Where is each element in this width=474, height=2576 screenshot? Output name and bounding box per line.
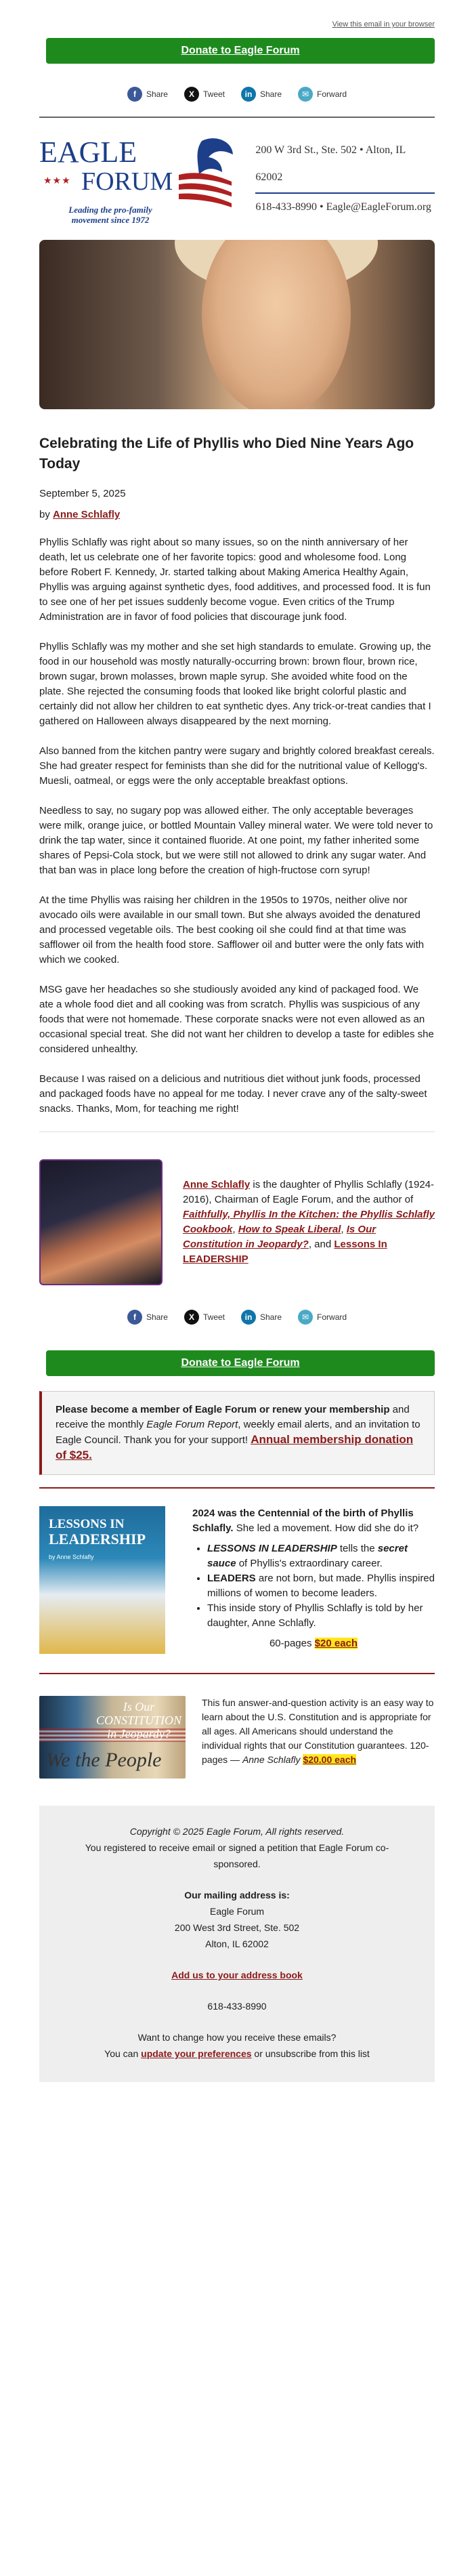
footer-reason: You registered to receive email or signed a petition that Eagle Forum co-sponsored.	[85, 1842, 389, 1869]
facebook-icon: f	[127, 1310, 142, 1325]
share-label: Share	[260, 1312, 282, 1322]
article-paragraph: Phyllis Schlafly was my mother and she set high standards to emulate. Growing up, the food in our household was mostly naturally-occurring brown: brown flour, brown rice, brown sugar, brown molasses, brown maple syrup. She avoided white food on the plate. She rejected the consuming foods that looked like bright colorful plastic and certainly did not allow her children to eat synthetic dyes. Any trick-or-treat candies that I gathered on Halloween always disappeared by the next morning.	[39, 641, 431, 727]
article-paragraph: Phyllis Schlafly was right about so many issues, so on the ninth anniversary of her death, let us celebrate one of her favorite topics: good and wholesome food. Long before Robert F. Kennedy, Jr. started talking about Making America Healthy Again, Phyllis was arguing against synthetic dyes, food additives, and processed food. It is fun to see one of her pet issues suddenly become vogue. Even critics of the Trump Administration are in favor of food policies that discourage junk food.	[39, 537, 431, 623]
view-in-browser-link[interactable]: View this email in your browser	[332, 20, 435, 28]
article-paragraph: MSG gave her headaches so she studiously avoided any kind of packaged food. We ate a whole food diet and all cooking was from scratch. Phyllis was suspicious of any foods that were not homemade. These corporate snacks were not even allowed as an occasional special treat. She did not want her children to develop a taste for edibles she considered unhealthy.	[39, 984, 434, 1055]
masthead-phone-email: 618-433-8990 • Eagle@EagleForum.org	[255, 201, 431, 213]
membership-text: , weekly email alerts, and an invitation to Eagle Council. Thank you for your support!	[56, 1419, 421, 1446]
promo-description: This fun answer-and-question activity is an easy way to learn about the U.S. Constitution and is appropriate for all ages. All Americans should understand the individual rights that our Constitution guarantees. 120-pages —	[202, 1697, 434, 1765]
cover-title: LESSONS IN	[49, 1517, 125, 1531]
book-link-speak-liberal[interactable]: How to Speak Liberal	[238, 1224, 341, 1235]
promo-leadership-text	[192, 1506, 435, 1654]
share-label: Share	[146, 1312, 168, 1322]
membership-callout	[39, 1391, 435, 1475]
article-date: September 5, 2025	[39, 488, 126, 499]
author-bio	[0, 1132, 474, 1306]
byline-prefix: by	[39, 509, 50, 520]
bio-separator: , and	[308, 1239, 335, 1250]
promo-constitution	[0, 1674, 474, 1779]
share-forward[interactable]	[298, 1310, 347, 1325]
logo-word-forum: FORUM	[81, 167, 173, 196]
share-bar-bottom	[0, 1306, 474, 1344]
share-bar-top	[0, 64, 474, 117]
article-paragraph: Needless to say, no sugary pop was allowed either. The only acceptable beverages were milk, orange juice, or bottled Mountain Valley mineral water. We were told never to drink the tap water, since it contained fluoride. At one point, my father inherited some shares of Pepsi-Cola stock, but we were still not allowed to drink any sugar water. And that ban was in place long before the creation of high-fructose corn syrup!	[39, 805, 433, 876]
bullet-text: of Phyllis's extraordinary career.	[236, 1558, 383, 1569]
article-title: Celebrating the Life of Phyllis who Died Nine Years Ago Today	[39, 436, 414, 472]
promo-author: Anne Schlafly	[242, 1754, 301, 1765]
membership-donation-link[interactable]: Annual membership donation of $25.	[56, 1433, 414, 1461]
share-facebook[interactable]	[127, 87, 168, 102]
bullet-bold: LEADERS	[207, 1573, 256, 1584]
cover-title: LEADERSHIP	[49, 1531, 146, 1547]
donate-button-top[interactable]: Donate to Eagle Forum	[46, 38, 435, 64]
share-tweet[interactable]	[184, 87, 225, 102]
article	[0, 434, 474, 1117]
share-forward[interactable]	[298, 87, 347, 102]
leadership-book-cover[interactable]	[39, 1506, 165, 1654]
promo-heading	[192, 1506, 435, 1536]
footer-mailing-label: Our mailing address is:	[184, 1890, 290, 1900]
footer-copyright: Copyright © 2025 Eagle Forum, All rights reserved.	[129, 1826, 345, 1837]
author-photo	[39, 1159, 163, 1285]
author-link[interactable]: Anne Schlafly	[53, 509, 121, 520]
promo-price-line	[192, 1636, 435, 1651]
book-link-constitution[interactable]: Is Our Constitution in Jeopardy?	[183, 1224, 376, 1250]
logo-word-eagle: EAGLE	[39, 136, 137, 169]
footer-city: Alton, IL 62002	[205, 1938, 269, 1949]
share-label: Tweet	[202, 1312, 225, 1322]
forward-icon: ✉	[298, 87, 313, 102]
x-icon: X	[184, 87, 199, 102]
footer-mailing	[66, 1887, 408, 1952]
logo-stars: ★★★	[43, 175, 71, 186]
footer-addressbook	[66, 1967, 408, 1983]
eagle-forum-logo[interactable]	[39, 131, 215, 226]
linkedin-icon: in	[241, 87, 256, 102]
share-label: Forward	[317, 1312, 347, 1322]
footer-text: You can	[104, 2048, 142, 2059]
masthead-contact	[255, 137, 435, 221]
masthead-address: 200 W 3rd St., Ste. 502 • Alton, IL 62002	[255, 137, 435, 194]
donate-button-bottom[interactable]: Donate to Eagle Forum	[46, 1350, 435, 1376]
footer-text: or unsubscribe from this list	[251, 2048, 370, 2059]
add-to-address-book-link[interactable]: Add us to your address book	[171, 1970, 303, 1980]
footer-org: Eagle Forum	[209, 1906, 265, 1917]
masthead	[0, 118, 474, 240]
footer-street: 200 West 3rd Street, Ste. 502	[174, 1922, 300, 1933]
bullet-bold: LESSONS IN LEADERSHIP	[207, 1543, 337, 1554]
facebook-icon: f	[127, 87, 142, 102]
bio-text	[183, 1178, 435, 1267]
membership-report: Eagle Forum Report	[146, 1419, 238, 1430]
cover-title: Is Our CONSTITUTION in Jeopardy?	[95, 1700, 182, 1741]
share-linkedin[interactable]	[241, 1310, 282, 1325]
bullet-em: secret sauce	[207, 1543, 408, 1569]
linkedin-icon: in	[241, 1310, 256, 1325]
book-link-leadership[interactable]: Lessons In LEADERSHIP	[183, 1239, 387, 1265]
cover-author: by Anne Schlafly	[49, 1554, 94, 1560]
hero-portrait	[202, 240, 351, 409]
cover-script: We the People	[46, 1749, 162, 1771]
share-label: Share	[260, 89, 282, 99]
constitution-book-cover[interactable]	[39, 1696, 186, 1779]
constitution-buy-link[interactable]: $20.00 each	[303, 1754, 357, 1765]
promo-heading-rest: She led a movement. How did she do it?	[233, 1522, 419, 1534]
share-facebook[interactable]	[127, 1310, 168, 1325]
bio-separator: ,	[341, 1224, 347, 1235]
promo-constitution-text	[202, 1696, 435, 1779]
footer-change-question: Want to change how you receive these emails?	[137, 2032, 337, 2043]
bio-sentence: is the daughter of Phyllis Schlafly (1924-2016), Chairman of Eagle Forum, and the author of	[183, 1179, 435, 1205]
leadership-buy-link[interactable]: $20 each	[314, 1638, 358, 1649]
membership-text: and receive the monthly	[56, 1404, 410, 1430]
bullet-text: tells the	[337, 1543, 378, 1554]
promo-pages: 60-pages	[269, 1638, 315, 1649]
bio-separator: ,	[232, 1224, 238, 1235]
share-label: Share	[146, 89, 168, 99]
article-byline	[39, 509, 435, 520]
share-linkedin[interactable]	[241, 87, 282, 102]
forward-icon: ✉	[298, 1310, 313, 1325]
promo-leadership	[0, 1489, 474, 1654]
article-paragraph: Also banned from the kitchen pantry were sugary and brightly colored breakfast cereals. She had greater respect for feminists than she did for the nutritional value of Kellogg's. Muesli, oatmeal, or eggs were the only acceptable breakfast options.	[39, 745, 435, 787]
promo-heading-bold: 2024 was the Centennial of the birth of Phyllis Schlafly.	[192, 1508, 414, 1534]
list-item	[207, 1571, 435, 1601]
footer	[39, 1806, 435, 2082]
promo-bullets	[192, 1541, 435, 1631]
footer-preferences	[66, 2045, 408, 2062]
share-label: Tweet	[202, 89, 225, 99]
hero-image	[39, 240, 435, 409]
update-preferences-link[interactable]: update your preferences	[141, 2048, 252, 2059]
article-paragraph: At the time Phyllis was raising her children in the 1950s to 1970s, neither olive nor avocado oils were available in our small town. But she always avoided the denatured and processed vegetable oils. The best cooking oil she could find at that time was safflower oil from the health food store. Safflower oil and butter were the only fats with which we cooked.	[39, 894, 425, 965]
bottom-spacer	[0, 2082, 474, 2102]
article-paragraph: Because I was raised on a delicious and nutritious diet without junk foods, processed and packaged foods have no appeal for me today. I never crave any of the salty-sweet snacks. Thanks, Mom, for teaching me right!	[39, 1073, 427, 1115]
footer-phone: 618-433-8990	[207, 2001, 267, 2012]
share-tweet[interactable]	[184, 1310, 225, 1325]
list-item: • This inside story of Phyllis Schlafly is told by her daughter, Anne Schlafly.	[207, 1601, 435, 1631]
share-label: Forward	[317, 89, 347, 99]
top-bar	[0, 0, 474, 28]
x-icon: X	[184, 1310, 199, 1325]
book-link-cookbook[interactable]: Faithfully, Phyllis In the Kitchen: the Phyllis Schlafly Cookbook	[183, 1209, 435, 1235]
bio-author-link[interactable]: Anne Schlafly	[183, 1179, 251, 1190]
list-item	[207, 1541, 435, 1571]
membership-bold: Please become a member of Eagle Forum or renew your membership	[56, 1404, 390, 1415]
bullet-text: are not born, but made. Phyllis inspired millions of women to become leaders.	[207, 1573, 435, 1599]
logo-tagline: Leading the pro-family movement since 1972	[68, 205, 152, 225]
eagle-icon	[175, 134, 236, 209]
